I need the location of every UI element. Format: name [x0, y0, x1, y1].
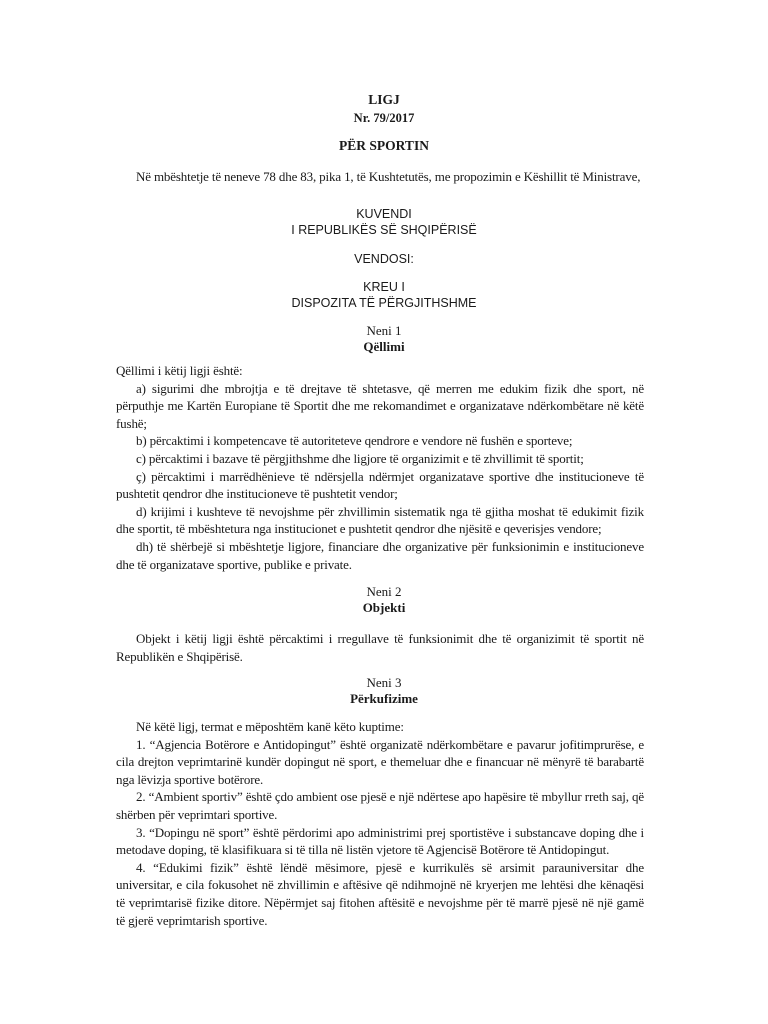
chapter-title: DISPOZITA TË PËRGJITHSHME — [291, 296, 477, 310]
article-1-number: Neni 1 — [366, 323, 402, 338]
article-3-intro: Në këtë ligj, termat e mëposhtëm kanë këto kuptime: — [136, 719, 404, 734]
article-1-body — [116, 362, 644, 573]
article-1-item-b: b) përcaktimi i kompetencave të autoriteteve qendrore e vendore në fushën e sporteve; — [136, 433, 573, 449]
preamble — [116, 168, 644, 186]
definition-item: 3. “Dopingu në sport” është përdorimi apo administrimi prej sportistëve i substancave doping dhe i metodave doping, të klasifikuara si të tilla në listën vjetore të Agjencisë Botërore të Antidopingut. — [116, 824, 644, 858]
preamble-text: Në mbështetje të neneve 78 dhe 83, pika 1, të Kushtetutës, me propozimin e Këshillit të Ministrave, — [136, 169, 641, 184]
definition-item: 2. “Ambient sportiv” është çdo ambient ose pjesë e një ndërtese apo hapësire të mbyllur rreth saj, që shërben për veprimtari sportive. — [116, 789, 644, 822]
definition-item: 1. “Agjencia Botërore e Antidopingut” është organizatë ndërkombëtare e pavarur jofitimprurëse, e cila drejton veprimtarinë kundër dopingut në sport, e themeluar dhe e financuar në mënyrë të barabartë nga lëvizja sportive botërore. — [116, 736, 644, 787]
law-subject: PËR SPORTIN — [339, 138, 429, 153]
decided-label: VENDOSI: — [354, 252, 414, 266]
article-2-number: Neni 2 — [366, 584, 402, 599]
article-1-item-dh: dh) të shërbejë si mbështetje ligjore, financiare dhe organizative për funksionimin e institucioneve dhe të organizatave sportive, publike e private. — [116, 538, 644, 572]
assembly-line-1: KUVENDI — [356, 207, 412, 221]
article-1-item-d: d) krijimi i kushteve të nevojshme për zhvillimin sistematik nga të gjitha moshat të edukimit fizik dhe sportit, të mbështetura nga institucionet e pushtetit qendror dhe njësitë e qeverisjes vendore; — [116, 503, 644, 537]
article-2-title: Objekti — [362, 600, 406, 615]
article-1-title: Qëllimi — [363, 339, 405, 354]
article-1-item-c-cedilla: ç) përcaktimi i marrëdhënieve të ndërsjella ndërmjet organizatave sportive dhe institucioneve të pushtetit qendror dhe institucioneve të pushtetit vendor; — [116, 468, 644, 502]
law-number: Nr. 79/2017 — [353, 111, 415, 125]
definition-item: 4. “Edukimi fizik” është lëndë mësimore, pjesë e kurrikulës së arsimit parauniversitar dhe universitar, e cila fokusohet në zhvillimin e aftësive që ndihmojnë në kryerjen me lehtësi dhe kënaqësi të veprimtarisë fizike ditore. Nëpërmjet saj fitohen aftësitë e nevojshme për të marrë pjesë në një gamë të gjerë veprimtarish sportive. — [116, 859, 644, 928]
article-1-item-c: c) përcaktimi i bazave të përgjithshme dhe ligjore të organizimit e të zhvillimit të sportit; — [136, 450, 584, 466]
article-3-number: Neni 3 — [366, 675, 402, 690]
article-2-body — [116, 630, 644, 665]
assembly-line-2: I REPUBLIKËS SË SHQIPËRISË — [291, 223, 477, 237]
article-1-item-a: a) sigurimi dhe mbrojtja e të drejtave të shtetasve, që merren me edukim fizik dhe sport, në përputhje me Kartën Europiane të Sportit dhe me rekomandimet e organizatave ndërkombëtare në këtë fushë; — [116, 380, 644, 431]
article-3-body — [116, 718, 644, 929]
article-2-text: Objekt i këtij ligji është përcaktimi i rregullave të funksionimit dhe të organizimit të sportit në Republikën e Shqipërisë. — [116, 631, 644, 664]
article-3-title: Përkufizime — [350, 691, 418, 706]
article-1-intro: Qëllimi i këtij ligji është: — [116, 363, 243, 378]
law-heading: LIGJ — [368, 92, 400, 107]
chapter-number: KREU I — [363, 280, 405, 294]
